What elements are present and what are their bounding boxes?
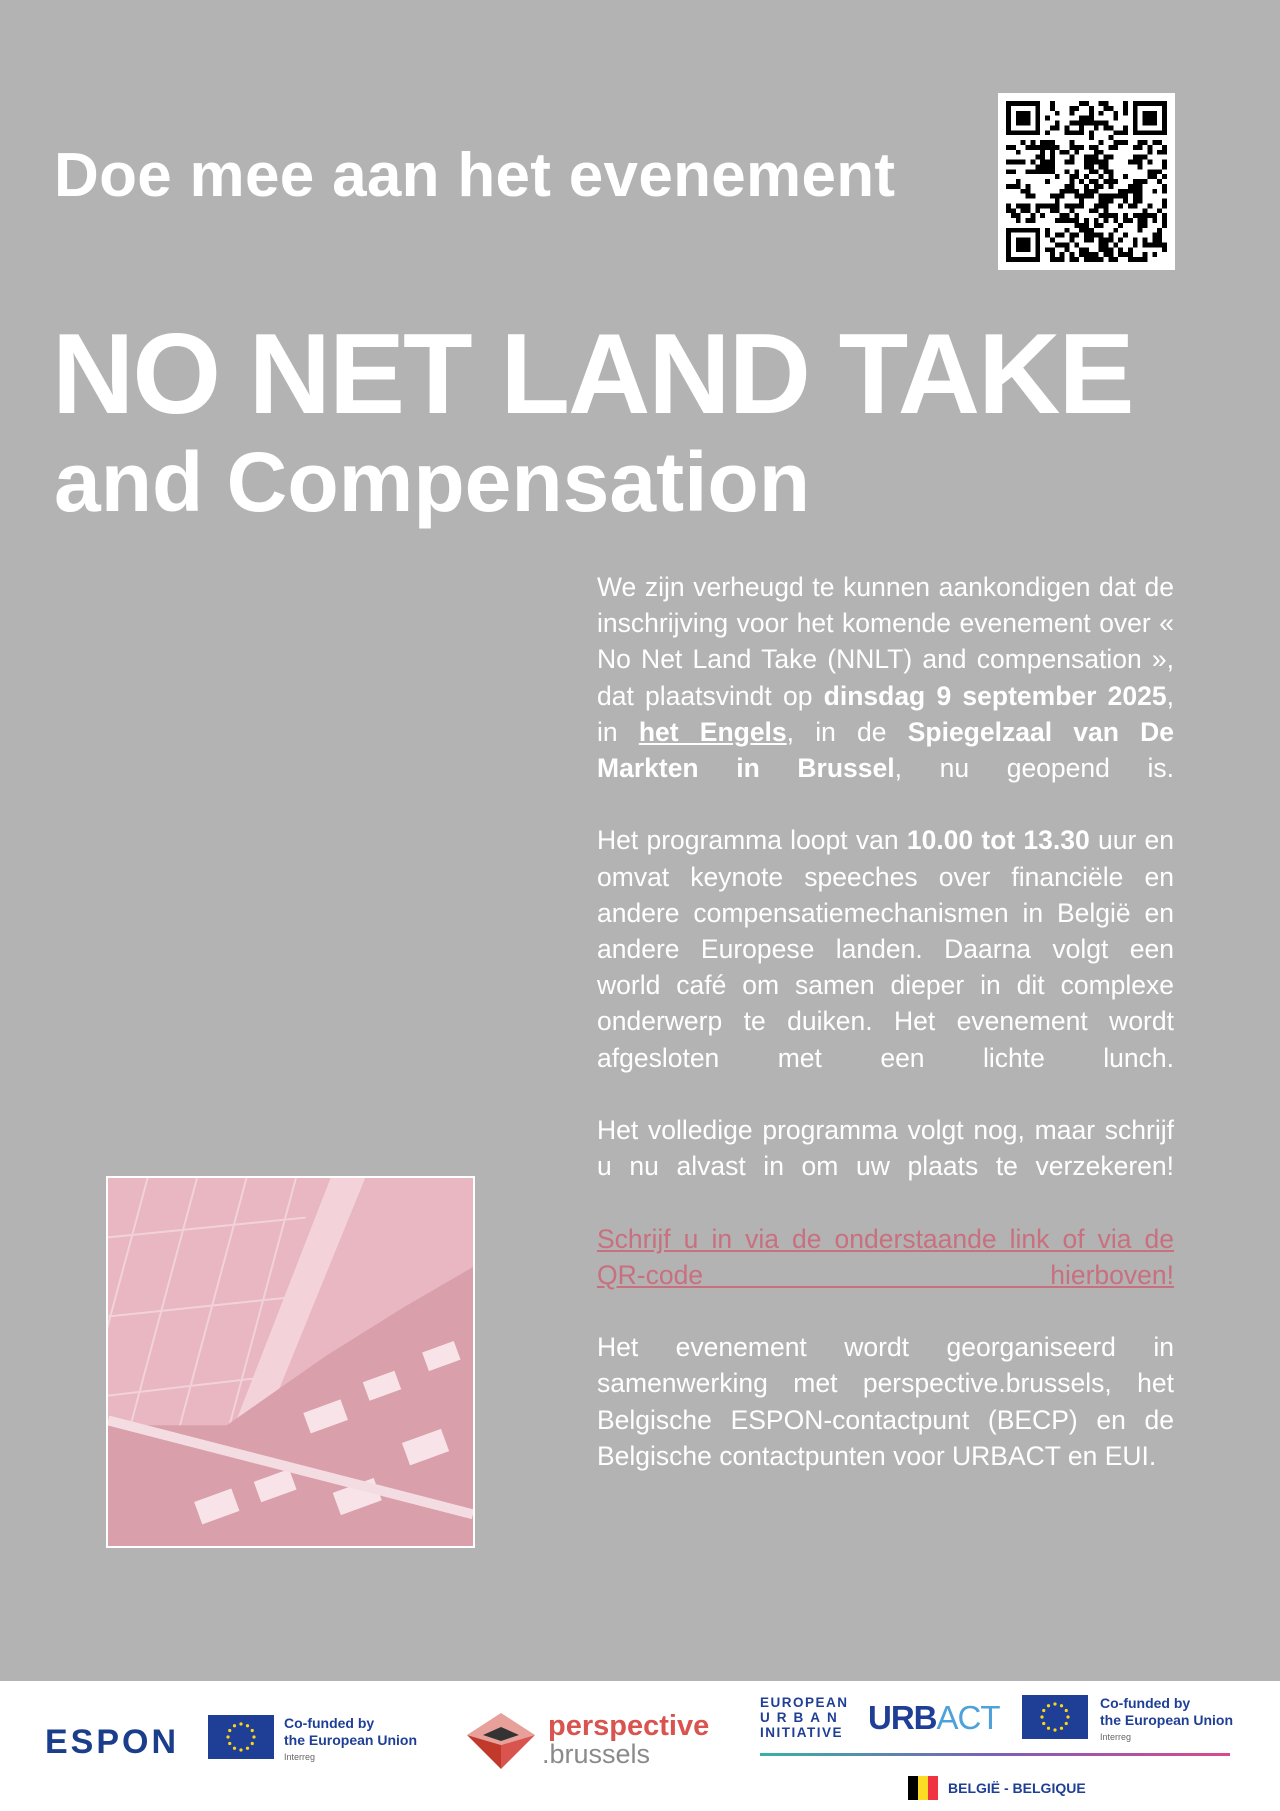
eu-flag-icon-2 bbox=[1022, 1695, 1088, 1739]
belgium-flag-icon bbox=[908, 1776, 938, 1800]
paragraph-program: Het programma loopt van 10.00 tot 13.30 uur en omvat keynote speeches over financiële en andere compensatiemechanismen in België en andere Europese landen. Daarna volgt een world café om samen dieper in dit complexe onderwerp te duiken. Het evenement wordt afgesloten met een lichte lunch. bbox=[597, 825, 1174, 1073]
announcement-text bbox=[597, 569, 1174, 1474]
footer-logos bbox=[0, 1681, 1280, 1811]
paragraph-intro: We zijn verheugd te kunnen aankondigen dat de inschrijving voor het komende evenement over « No Net Land Take (NNLT) and compensation », dat plaatsvindt op dinsdag 9 september 2025, in het Engels, in de Spiegelzaal van De Markten in Brussel, nu geopend is. bbox=[597, 572, 1174, 784]
paragraph-register-soon: Het volledige programma volgt nog, maar schrijf u nu alvast in om uw plaats te verzekeren! bbox=[597, 1115, 1174, 1182]
perspective-brussels-sub: .brussels bbox=[542, 1739, 651, 1769]
register-link[interactable]: Schrijf u in via de onderstaande link of via de QR-code hierboven! bbox=[597, 1223, 1174, 1290]
event-venue: Spiegelzaal van De Markten in Brussel bbox=[597, 716, 1174, 784]
eui-logo: EUROPEAN URBAN INITIATIVE bbox=[760, 1695, 849, 1740]
language-link[interactable]: het Engels bbox=[638, 716, 787, 747]
divider-line bbox=[760, 1753, 1230, 1756]
belgie-belgique-label: BELGIË - BELGIQUE bbox=[948, 1780, 1086, 1796]
eu-flag-icon bbox=[208, 1715, 274, 1759]
paragraph-register-link bbox=[597, 1221, 1174, 1293]
cofund-label-espon: Co-funded by the European Union Interreg bbox=[284, 1715, 417, 1762]
aerial-photo bbox=[106, 1176, 475, 1548]
perspective-brussels-logo: perspective bbox=[548, 1710, 710, 1742]
paragraph-organisers: Het evenement wordt georganiseerd in samenwerking met perspective.brussels, het Belgische ESPON-contactpunt (BECP) en de Belgische contactpunten voor URBACT en EUI. bbox=[597, 1332, 1174, 1471]
urbact-logo: URBACT bbox=[868, 1699, 1000, 1736]
event-subtitle: and Compensation bbox=[54, 435, 811, 529]
qr-code-icon bbox=[1006, 101, 1167, 262]
perspective-brussels-icon bbox=[465, 1711, 537, 1771]
espon-logo: ESPON bbox=[45, 1723, 180, 1761]
event-time: 10.00 tot 13.30 bbox=[906, 825, 1090, 856]
event-date: dinsdag 9 september 2025 bbox=[823, 680, 1167, 711]
qr-code[interactable] bbox=[998, 93, 1175, 270]
intro-heading: Doe mee aan het evenement bbox=[54, 141, 896, 210]
cofund-label-urbact: Co-funded by the European Union Interreg bbox=[1100, 1695, 1233, 1742]
event-title: NO NET LAND TAKE bbox=[52, 311, 1133, 438]
